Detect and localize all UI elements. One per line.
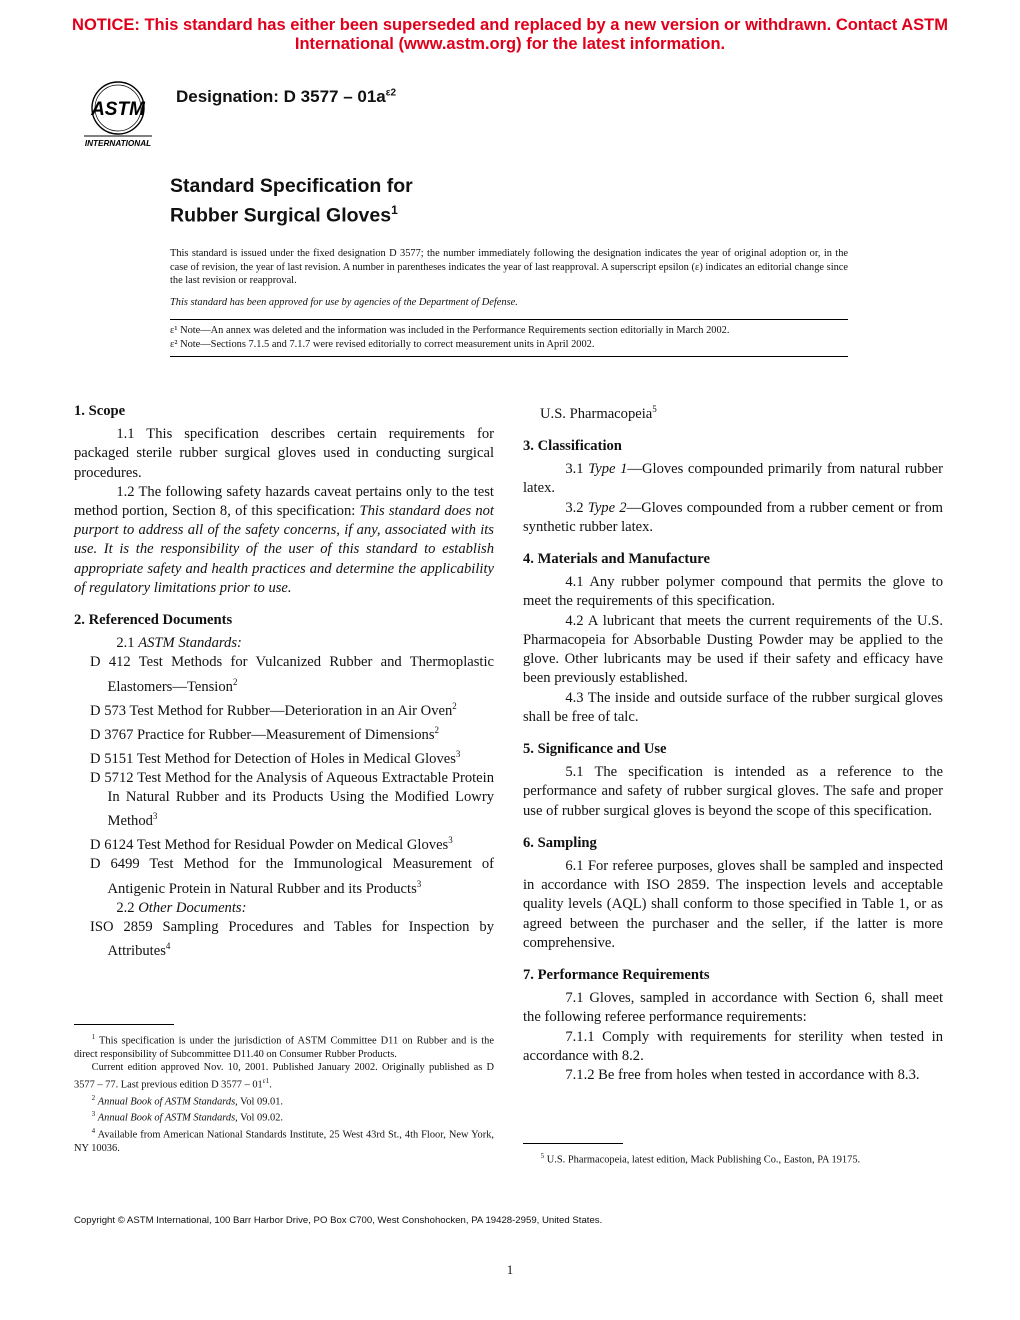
page-title: [170, 174, 413, 228]
withdrawal-notice: [40, 16, 980, 54]
editorial-note-1: ε¹ Note—An annex was deleted and the information was included in the Performance Requirements section editorially in March 2002.: [170, 325, 730, 337]
ref-d3767: D 3767 Practice for Rubber—Measurement of Dimensions$^2$: [90, 724, 439, 743]
para-4-2: 4.2 A lubricant that meets the current requirements of the U.S. Pharmacopeia for Absorbable Dusting Powder may be applied to the glove. Other lubricants may be used if their safety and efficacy have been previously established.: [523, 612, 943, 687]
ref-d6499: D 6499 Test Method for the Immunological Measurement of Antigenic Protein in Natural Rubber and its Products$^3$: [90, 856, 494, 897]
footnote-3: $^3$ Annual Book of ASTM Standards, Vol 09.02.: [91, 1110, 283, 1124]
ref-usp-continued: U.S. Pharmacopeia$^5$: [540, 404, 657, 422]
designation-label: Designation: D 3577 – 01a: [176, 87, 386, 106]
para-7-1: 7.1 Gloves, sampled in accordance with Section 6, shall meet the following referee performance requirements:: [523, 990, 943, 1026]
designation-sup: ε2: [385, 87, 397, 99]
section-heading-materials: 4. Materials and Manufacture: [523, 551, 710, 568]
title-line-1: Standard Specification for: [170, 175, 413, 197]
editorial-note-2: ε² Note—Sections 7.1.5 and 7.1.7 were revised editorially to correct measurement units in April 2002.: [170, 338, 595, 350]
para-4-1: 4.1 Any rubber polymer compound that permits the glove to meet the requirements of this specification.: [523, 574, 943, 610]
footnote-2: $^2$ Annual Book of ASTM Standards, Vol 09.01.: [91, 1093, 283, 1108]
copyright-line: Copyright © ASTM International, 100 Barr Harbor Drive, PO Box C700, West Conshohocken, PA 19428-2959, United States.: [74, 1215, 603, 1226]
designation: [176, 87, 396, 107]
para-2-1: 2.1 ASTM Standards:: [116, 635, 242, 652]
section-heading-significance: 5. Significance and Use: [523, 740, 667, 757]
para-1-1: 1.1 This specification describes certain requirements for packaged sterile rubber surgical gloves used in conducting surgical procedures.: [74, 426, 494, 481]
ref-d573: D 573 Test Method for Rubber—Deterioration in an Air Oven$^2$: [90, 700, 457, 719]
editorial-notes: [170, 324, 848, 356]
page-number: 1: [506, 1263, 514, 1277]
para-3-1: 3.1 Type 1—Gloves compounded primarily from natural rubber latex.: [523, 461, 943, 497]
footnote-1: $^1$ This specification is under the jurisdiction of ASTM Committee D11 on Rubber and is the direct responsibility of Subcommittee D11.40 on Consumer Rubber Products.: [74, 1033, 494, 1060]
para-4-3: 4.3 The inside and outside surface of the rubber surgical gloves shall be free of talc.: [523, 689, 943, 725]
footnote-5: $^5$ U.S. Pharmacopeia, latest edition, Mack Publishing Co., Easton, PA 19175.: [540, 1152, 861, 1166]
ref-d5712: D 5712 Test Method for the Analysis of Aqueous Extractable Protein In Natural Rubber and its Products Using the Modified Lowry Method$^3$: [90, 769, 494, 830]
section-heading-scope: 1. Scope: [74, 403, 126, 419]
section-heading-classification: 3. Classification: [523, 438, 622, 455]
para-3-2: 3.2 Type 2—Gloves compounded from a rubber cement or from synthetic rubber latex.: [523, 499, 943, 535]
para-7-1-1: 7.1.1 Comply with requirements for sterility when tested in accordance with 8.2.: [523, 1028, 943, 1064]
issued-statement: This standard is issued under the fixed designation D 3577; the number immediately following the designation indicates the year of original adoption or, in the case of revision, the year of last revision. A number in parentheses indicates the year of last reapproval. A superscript epsilon (ε) indicates an editorial change since the last revision or reapproval.: [170, 248, 848, 287]
logo-letters: ASTM: [91, 99, 145, 120]
footnote-rule: [523, 1143, 623, 1144]
astm-logo: [74, 78, 162, 150]
footnotes-right: [523, 1143, 943, 1167]
para-5-1: 5.1 The specification is intended as a reference to the performance and safety of rubber surgical gloves. The safe and proper use of rubber surgical gloves is beyond the scope of this specification.: [523, 764, 943, 819]
para-1-2: 1.2 The following safety hazards caveat pertains only to the test method portion, Section 8, of this specification: This standard does not purport to address all of the safety concerns, if any, associated with its use. It is the responsibility of the user of this standard to establish appropriate safety and health practices and determine the applicability of regulatory limitations prior to use.: [74, 483, 494, 596]
footnote-4: $^4$ Available from American National Standards Institute, 25 West 43rd St., 4th Floor, New York, NY 10036.: [74, 1127, 494, 1155]
para-2-2: 2.2 Other Documents:: [116, 899, 247, 916]
right-column: [523, 400, 943, 1085]
footnote-rule: [74, 1024, 174, 1025]
ref-d412: D 412 Test Methods for Vulcanized Rubber and Thermoplastic Elastomers—Tension$^2$: [90, 654, 494, 695]
footnotes-left: [74, 1024, 494, 1156]
dod-statement: This standard has been approved for use by agencies of the Department of Defense.: [170, 296, 518, 308]
ref-d6124: D 6124 Test Method for Residual Powder on Medical Gloves$^3$: [90, 835, 453, 854]
notice-line-2: International (www.astm.org) for the latest information.: [294, 35, 726, 53]
title-footnote-ref: 1: [391, 203, 398, 217]
logo-subtext: INTERNATIONAL: [84, 139, 152, 148]
para-7-1-2: 7.1.2 Be free from holes when tested in accordance with 8.3.: [565, 1066, 920, 1083]
para-6-1: 6.1 For referee purposes, gloves shall be sampled and inspected in accordance with ISO 2859. The inspection levels and acceptable quality levels (AQL) shall conform to those specified in Table 1, or as agreed between the purchaser and the seller, if the latter is more comprehensive.: [523, 857, 943, 951]
ref-iso2859: ISO 2859 Sampling Procedures and Tables for Inspection by Attributes$^4$: [90, 918, 494, 959]
title-line-2: Rubber Surgical Gloves: [170, 204, 392, 227]
left-column: [74, 400, 494, 961]
intro-block: [170, 247, 848, 357]
ref-d5151: D 5151 Test Method for Detection of Holes in Medical Gloves$^3$: [90, 748, 461, 767]
section-heading-referenced-documents: 2. Referenced Documents: [74, 612, 233, 629]
divider: [170, 319, 848, 320]
section-heading-performance: 7. Performance Requirements: [523, 966, 710, 983]
footnote-1-edition: Current edition approved Nov. 10, 2001. Published January 2002. Originally published as D 3577 – 77. Last previous edition D $3577 - 01^{\varepsilon 1}$.: [74, 1062, 494, 1091]
notice-line-1: NOTICE: This standard has either been superseded and replaced by a new version or withdrawn. Contact ASTM: [72, 16, 948, 34]
section-heading-sampling: 6. Sampling: [523, 834, 597, 851]
